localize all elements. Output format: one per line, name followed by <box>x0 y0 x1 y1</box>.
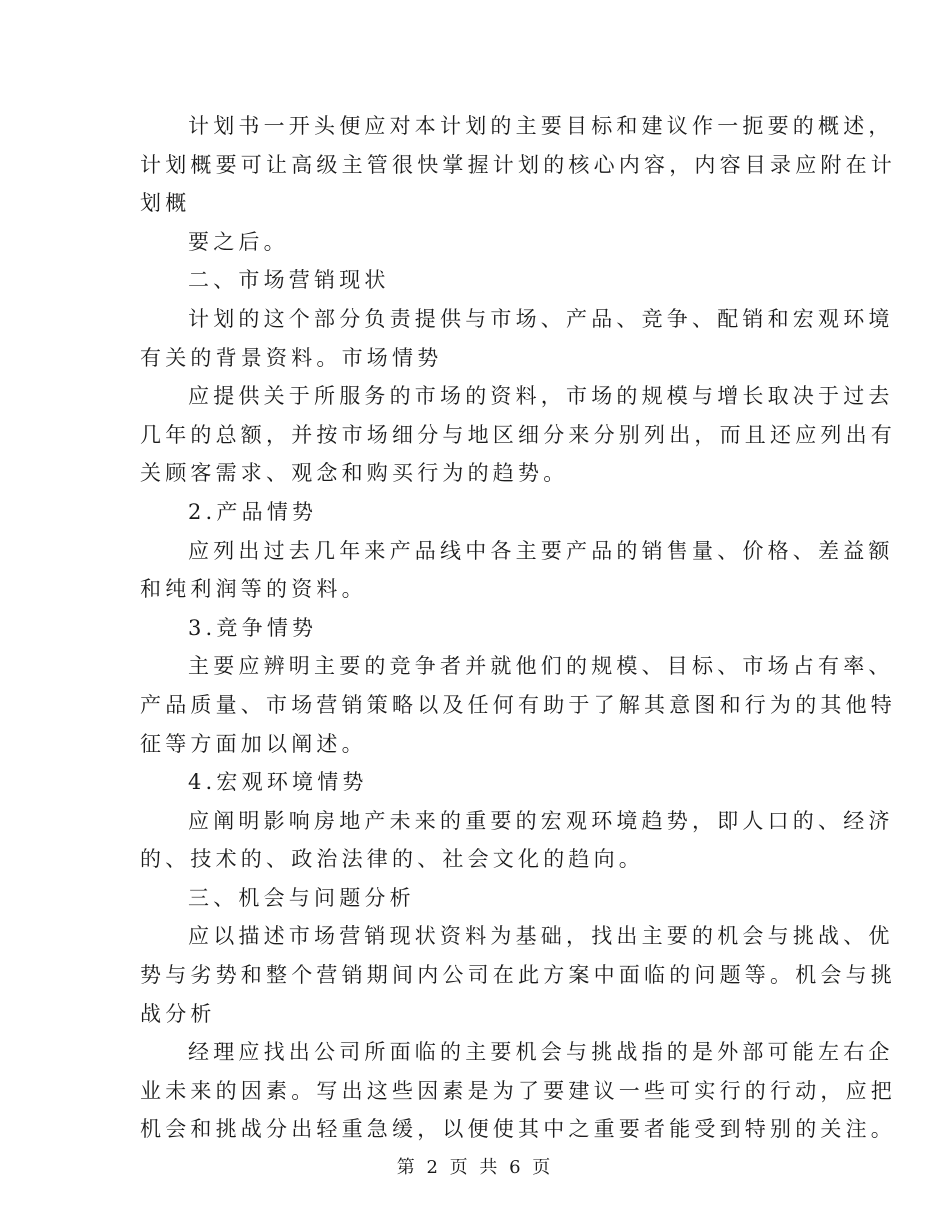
text-line: 势与劣势和整个营销期间内公司在此方案中面临的问题等。机会与挑 <box>140 963 896 988</box>
text-line: 机会和挑战分出轻重急缓，以便使其中之重要者能受到特别的关注。 <box>140 1117 896 1142</box>
text-line: 战分析 <box>140 1001 216 1026</box>
text-line: 业未来的因素。写出这些因素是为了要建议一些可实行的行动，应把 <box>140 1078 896 1103</box>
page-number-footer: 第 2 页 共 6 页 <box>396 1157 554 1178</box>
text-line: 的、技术的、政治法律的、社会文化的趋向。 <box>140 847 644 872</box>
subsection-heading: 2.产品情势 <box>188 499 318 524</box>
subsection-heading: 4.宏观环境情势 <box>188 770 368 795</box>
text-line: 经理应找出公司所面临的主要机会与挑战指的是外部可能左右企 <box>188 1040 894 1065</box>
text-line: 应以描述市场营销现状资料为基础，找出主要的机会与挑战、优 <box>188 924 894 949</box>
text-line: 计划的这个部分负责提供与市场、产品、竞争、配销和宏观环境 <box>188 306 894 331</box>
text-line: 和纯利润等的资料。 <box>140 577 367 602</box>
text-line: 产品质量、市场营销策略以及任何有助于了解其意图和行为的其他特 <box>140 692 896 717</box>
document-body <box>140 107 896 1149</box>
text-line: 关顾客需求、观念和购买行为的趋势。 <box>140 461 569 486</box>
subsection-heading: 3.竞争情势 <box>188 615 318 640</box>
text-line: 计划概要可让高级主管很快掌握计划的核心内容，内容目录应附在计 <box>140 152 896 177</box>
text-line: 划概 <box>140 191 191 216</box>
text-line: 征等方面加以阐述。 <box>140 731 367 756</box>
section-heading: 二、市场营销现状 <box>188 268 390 293</box>
text-line: 主要应辨明主要的竞争者并就他们的规模、目标、市场占有率、 <box>188 654 894 679</box>
text-line: 几年的总额，并按市场细分与地区细分来分别列出，而且还应列出有 <box>140 422 896 447</box>
section-heading: 三、机会与问题分析 <box>188 885 415 910</box>
text-line: 应阐明影响房地产未来的重要的宏观环境趋势，即人口的、经济 <box>188 808 894 833</box>
text-line: 应提供关于所服务的市场的资料，市场的规模与增长取决于过去 <box>188 384 894 409</box>
text-line: 要之后。 <box>188 229 289 254</box>
text-line: 应列出过去几年来产品线中各主要产品的销售量、价格、差益额 <box>188 538 894 563</box>
text-line: 有关的背景资料。市场情势 <box>140 345 443 370</box>
text-line: 计划书一开头便应对本计划的主要目标和建议作一扼要的概述， <box>188 114 894 138</box>
